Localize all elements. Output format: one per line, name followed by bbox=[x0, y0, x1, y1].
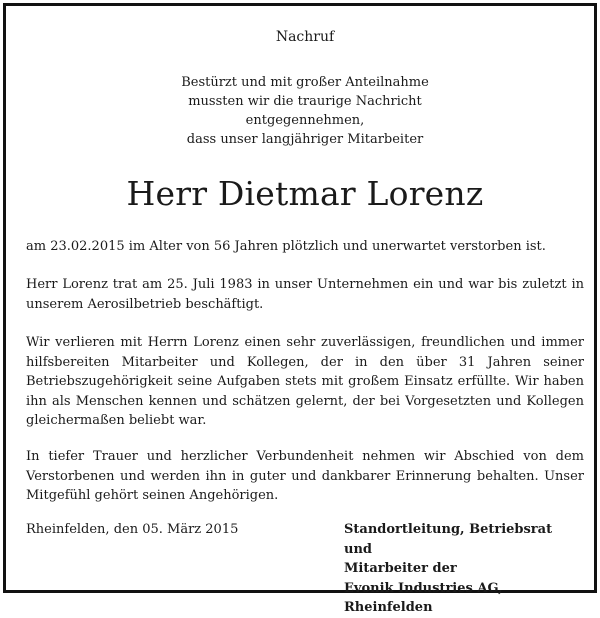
signature-line: Standortleitung, Betriebsrat und bbox=[344, 522, 553, 557]
signature-block bbox=[344, 520, 584, 618]
deceased-name: Herr Dietmar Lorenz bbox=[126, 174, 484, 213]
signature-line: Evonik Industries AG, Rheinfelden bbox=[344, 580, 503, 615]
intro-line: Bestürzt und mit großer Anteilnahme bbox=[181, 75, 429, 90]
paragraph-employment: Herr Lorenz trat am 25. Juli 1983 in unser Unternehmen ein und war bis zuletzt in unserem Aerosilbetrieb beschäftigt. bbox=[26, 277, 584, 312]
intro-line: entgegennehmen, bbox=[245, 113, 365, 128]
paragraph-tribute: Wir verlieren mit Herrn Lorenz einen sehr zuverlässigen, freundlichen und immer hilfsbereiten Mitarbeiter und Kollegen, der in den über 31 Jahren seiner Betriebszugehörigkeit seine Aufgaben stets mit großem Einsatz erfüllte. Wir haben ihn als Menschen kennen und schätzen gelernt, der bei Vorgesetzten und Kollegen gleichermaßen beliebt war. bbox=[26, 335, 584, 428]
paragraph-death-date: am 23.02.2015 im Alter von 56 Jahren plötzlich und unerwartet verstorben ist. bbox=[26, 239, 546, 254]
intro-line: mussten wir die traurige Nachricht bbox=[188, 94, 422, 109]
paragraph-condolence: In tiefer Trauer und herzlicher Verbundenheit nehmen wir Abschied von dem Verstorbenen und werden ihn in guter und dankbarer Erinnerung behalten. Unser Mitgefühl gehört seinen Angehörigen. bbox=[26, 449, 584, 503]
place-date: Rheinfelden, den 05. März 2015 bbox=[26, 522, 239, 537]
obituary-notice bbox=[3, 3, 597, 615]
notice-heading: Nachruf bbox=[275, 29, 335, 45]
intro-line: dass unser langjähriger Mitarbeiter bbox=[186, 132, 424, 147]
intro-text bbox=[26, 73, 584, 149]
signature-line: Mitarbeiter der bbox=[344, 561, 457, 576]
